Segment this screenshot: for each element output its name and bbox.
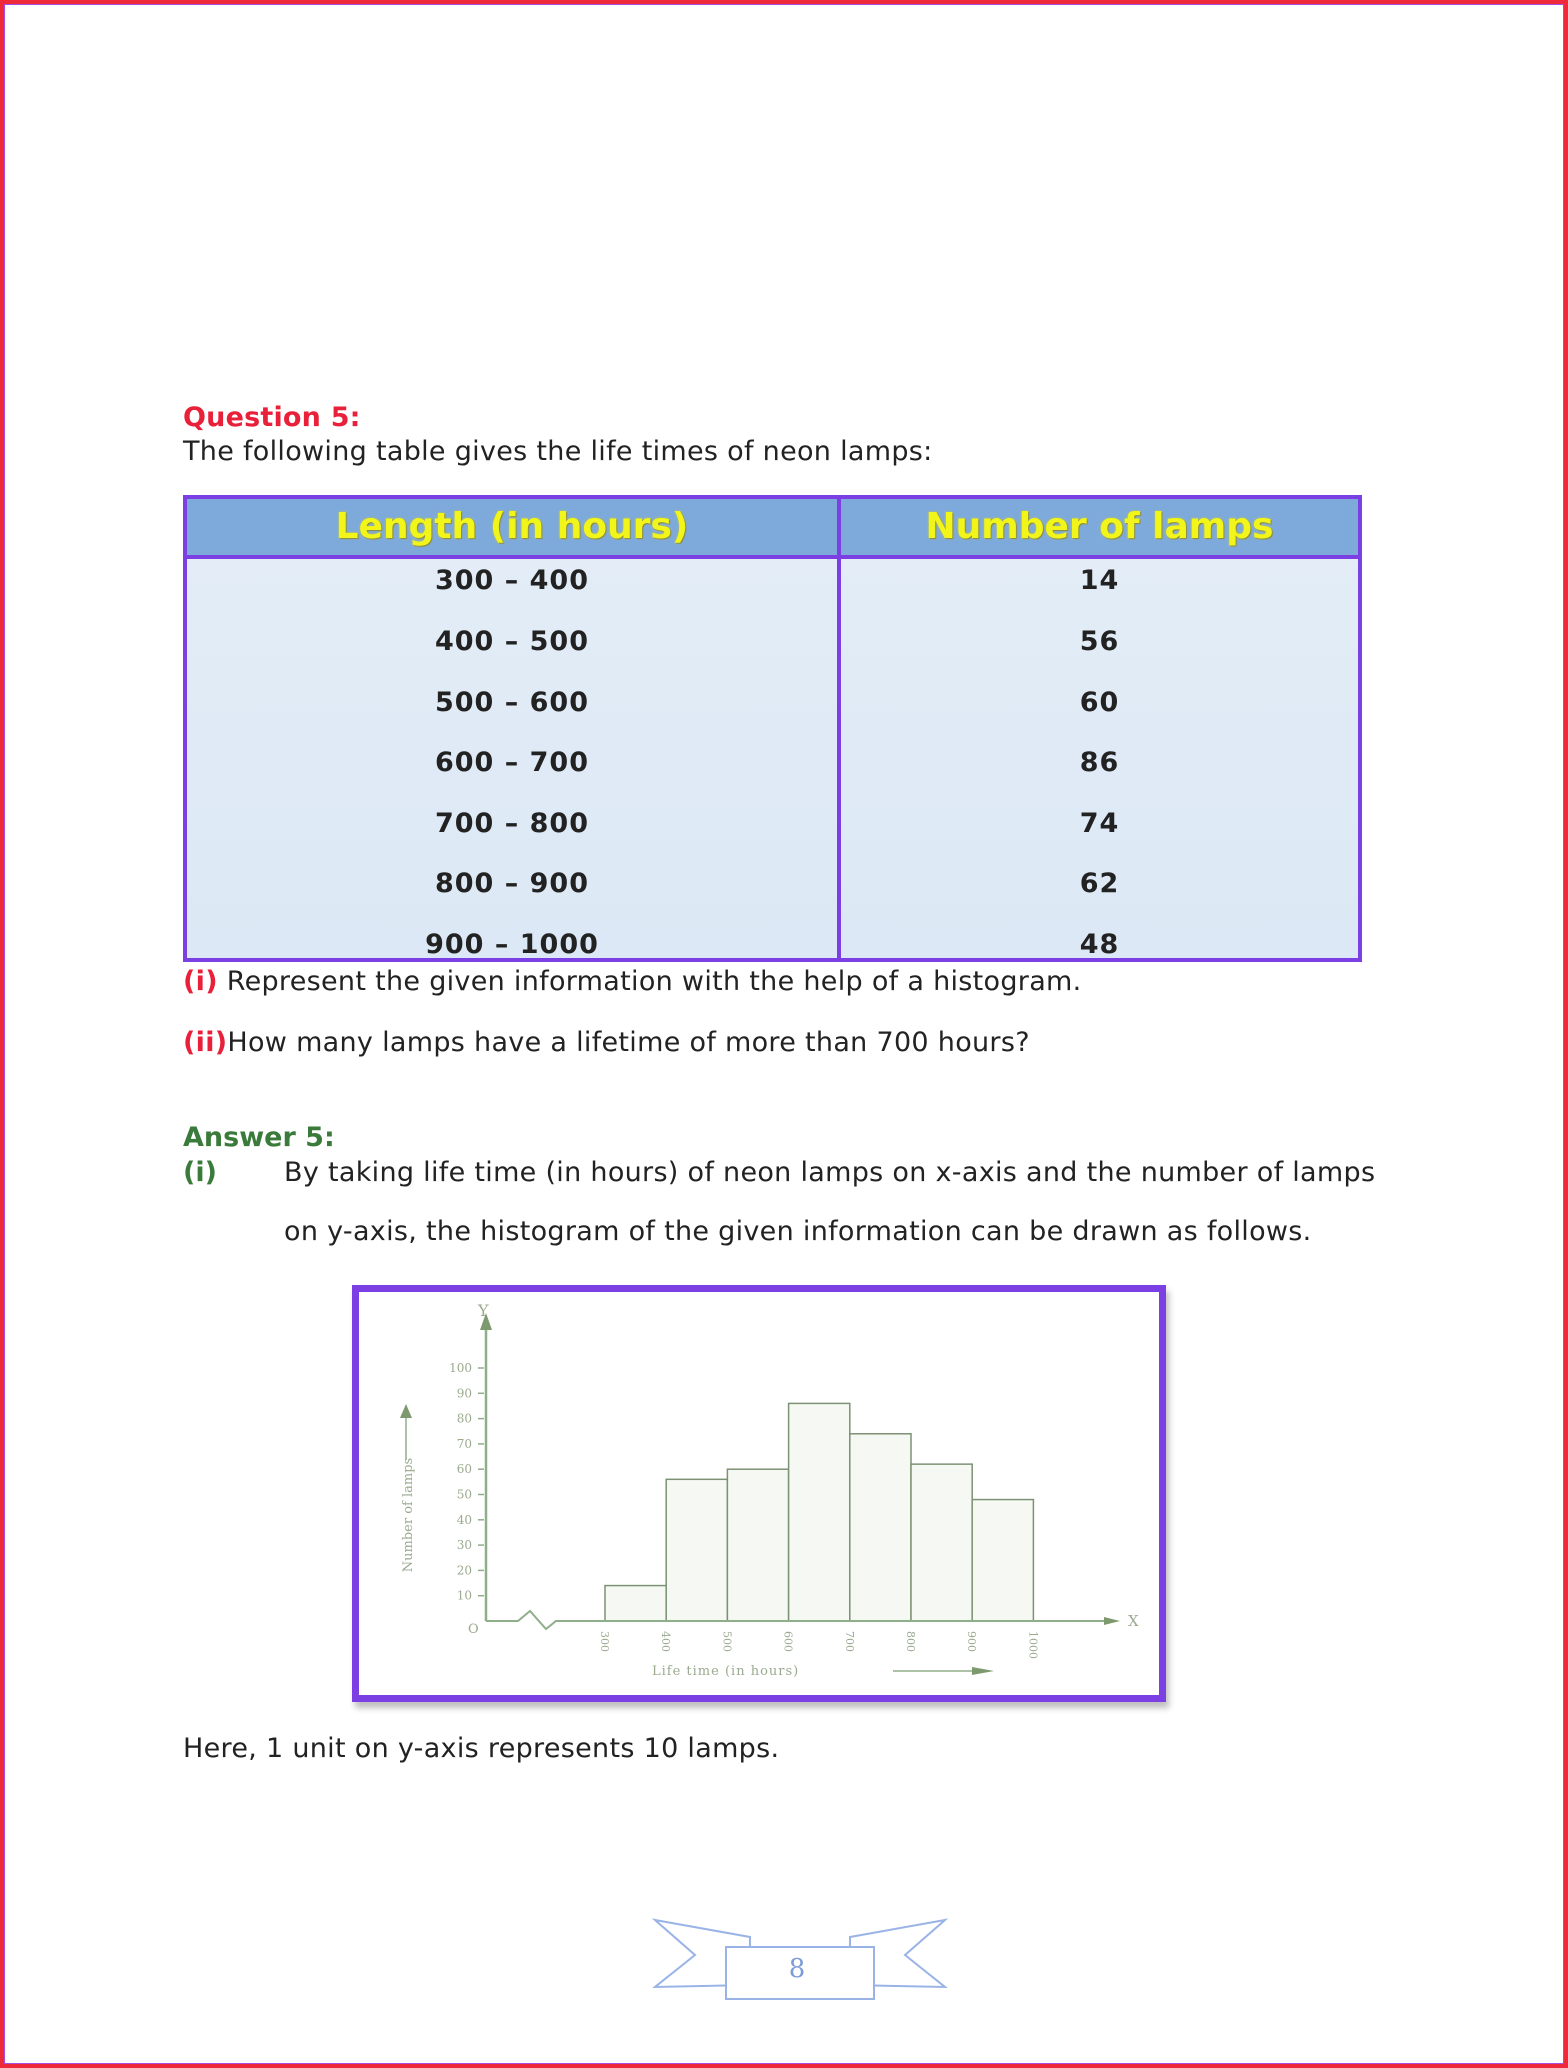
svg-text:Y: Y (478, 1301, 489, 1320)
range-cell: 400 – 500 (434, 626, 590, 657)
question-intro: The following table gives the life times of neon lamps: (183, 436, 933, 467)
table-row (187, 624, 1358, 685)
svg-text:500: 500 (720, 1631, 734, 1652)
table-row (187, 806, 1358, 867)
svg-text:50: 50 (456, 1487, 472, 1502)
count-cell: 62 (1079, 868, 1120, 899)
histogram-frame (352, 1285, 1166, 1702)
histogram-bar (972, 1500, 1033, 1621)
page-number: 8 (788, 1954, 806, 1984)
part-text: Represent the given information with the help of a histogram. (217, 966, 1082, 997)
svg-text:10: 10 (456, 1588, 472, 1603)
table-row (187, 866, 1358, 927)
count-cell: 86 (1079, 747, 1120, 778)
range-cell: 900 – 1000 (425, 929, 599, 960)
histogram-bar (727, 1469, 788, 1621)
table-row (187, 745, 1358, 806)
svg-text:100: 100 (449, 1361, 472, 1375)
range-cell: 300 – 400 (434, 565, 590, 596)
range-cell: 500 – 600 (434, 687, 590, 718)
question-title: Question 5: (183, 402, 361, 433)
answer-title: Answer 5: (183, 1122, 335, 1153)
svg-text:1000: 1000 (1026, 1631, 1040, 1659)
histogram-bar (789, 1403, 850, 1621)
part-marker: (ii) (183, 1027, 228, 1058)
svg-text:700: 700 (842, 1631, 856, 1652)
count-cell: 14 (1079, 565, 1120, 596)
count-cell: 60 (1079, 687, 1120, 718)
svg-text:90: 90 (456, 1386, 472, 1401)
svg-text:60: 60 (456, 1462, 472, 1477)
svg-text:600: 600 (781, 1631, 795, 1652)
range-cell: 700 – 800 (434, 808, 590, 839)
svg-text:80: 80 (456, 1411, 472, 1426)
svg-text:Number of lamps: Number of lamps (401, 1457, 416, 1573)
histogram-chart (352, 1285, 1166, 1702)
part-text: How many lamps have a lifetime of more than 700 hours? (227, 1027, 1030, 1058)
question-part-i (183, 966, 1082, 997)
svg-text:O: O (468, 1622, 479, 1637)
scale-note: Here, 1 unit on y-axis represents 10 lamps. (183, 1733, 780, 1764)
svg-text:300: 300 (598, 1631, 611, 1652)
answer-line-2: on y-axis, the histogram of the given information can be drawn as follows. (284, 1216, 1312, 1247)
svg-text:70: 70 (456, 1436, 472, 1451)
x-label-arrow-icon (972, 1667, 994, 1675)
svg-text:Life time (in hours): Life time (in hours) (652, 1664, 800, 1679)
svg-text:900: 900 (965, 1631, 979, 1652)
range-cell: 800 – 900 (434, 868, 590, 899)
lamp-lifetime-table (183, 495, 1362, 962)
svg-text:X: X (1128, 1612, 1139, 1630)
table-row (187, 685, 1358, 746)
svg-text:30: 30 (456, 1538, 472, 1553)
svg-text:20: 20 (456, 1563, 472, 1578)
y-label-arrow-icon (400, 1404, 412, 1418)
count-cell: 56 (1079, 626, 1120, 657)
question-part-ii (183, 1027, 1030, 1058)
header-length: Length (in hours) (335, 506, 689, 547)
table-row (187, 563, 1358, 624)
histogram-bar (911, 1464, 972, 1621)
answer-part-marker: (i) (183, 1157, 217, 1188)
count-cell: 74 (1079, 808, 1120, 839)
range-cell: 600 – 700 (434, 747, 590, 778)
svg-text:800: 800 (904, 1631, 917, 1652)
histogram-bar (666, 1479, 727, 1621)
count-cell: 48 (1079, 929, 1120, 960)
svg-text:400: 400 (659, 1631, 673, 1652)
histogram-bar (850, 1434, 911, 1621)
x-axis-arrow-icon (1104, 1617, 1120, 1625)
part-marker: (i) (183, 966, 218, 997)
answer-line-1: By taking life time (in hours) of neon lamps on x-axis and the number of lamps (284, 1157, 1376, 1188)
histogram-bar (605, 1586, 666, 1621)
header-count: Number of lamps (925, 506, 1274, 547)
svg-text:40: 40 (456, 1512, 472, 1527)
